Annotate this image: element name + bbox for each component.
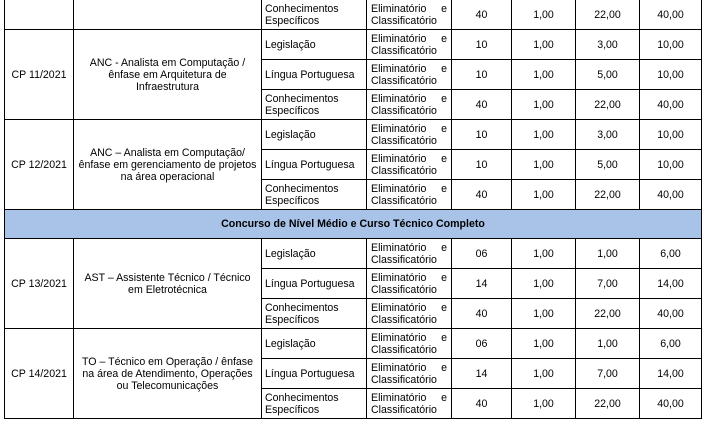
evaluation-type-cell [367,389,452,419]
questions-count-cell: 10 [452,150,512,180]
evaluation-type-cell [367,299,452,329]
table-row [5,0,702,30]
evaluation-type-eliminatory: Eliminatório [371,271,427,284]
minimum-score-cell: 22,00 [576,389,640,419]
position-cell [74,0,262,30]
table-row [5,30,702,60]
evaluation-type-cell [367,359,452,389]
minimum-score-cell: 7,00 [576,269,640,299]
question-weight-cell: 1,00 [512,389,576,419]
evaluation-type-classificatory: Classificatório [371,343,437,356]
position-cell: ANC – Analista em Computação/ ênfase em gerenciamento de projetos na área operacional [74,120,262,210]
discipline-cell: Legislação [262,329,367,359]
table-row [5,239,702,269]
minimum-score-cell: 1,00 [576,239,640,269]
evaluation-type-eliminatory: Eliminatório [371,241,427,254]
maximum-score-cell: 14,00 [640,269,702,299]
evaluation-type-line [371,93,447,105]
maximum-score-cell: 40,00 [640,180,702,210]
evaluation-type-eliminatory: Eliminatório [371,32,427,45]
discipline-cell: Conhecimentos Específicos [262,389,367,419]
question-weight-cell: 1,00 [512,90,576,120]
evaluation-type-connector: e [441,271,447,284]
minimum-score-cell: 1,00 [576,329,640,359]
questions-count-cell: 40 [452,0,512,30]
evaluation-type-line [371,183,447,195]
evaluation-type-eliminatory: Eliminatório [371,331,427,344]
questions-count-cell: 40 [452,180,512,210]
evaluation-type-connector: e [441,182,447,195]
evaluation-type-classificatory: Classificatório [371,253,437,266]
discipline-cell: Língua Portuguesa [262,269,367,299]
evaluation-type-classificatory: Classificatório [371,194,437,207]
evaluation-type-connector: e [441,2,447,15]
maximum-score-cell: 40,00 [640,389,702,419]
questions-count-cell: 10 [452,30,512,60]
evaluation-type-classificatory: Classificatório [371,313,437,326]
evaluation-type-cell [367,120,452,150]
evaluation-type-eliminatory: Eliminatório [371,301,427,314]
exam-code-cell: CP 13/2021 [5,239,74,329]
question-weight-cell: 1,00 [512,180,576,210]
evaluation-type-line [371,392,447,404]
evaluation-type-cell [367,180,452,210]
questions-count-cell: 10 [452,120,512,150]
evaluation-type-cell [367,90,452,120]
evaluation-type-classificatory: Classificatório [371,134,437,147]
maximum-score-cell: 40,00 [640,299,702,329]
minimum-score-cell: 22,00 [576,180,640,210]
evaluation-type-line [371,332,447,344]
question-weight-cell: 1,00 [512,359,576,389]
evaluation-type-classificatory: Classificatório [371,373,437,386]
questions-count-cell: 40 [452,389,512,419]
evaluation-type-cell [367,0,452,30]
maximum-score-cell: 10,00 [640,150,702,180]
minimum-score-cell: 22,00 [576,299,640,329]
exam-code-cell: CP 12/2021 [5,120,74,210]
evaluation-type-cell [367,150,452,180]
maximum-score-cell: 6,00 [640,329,702,359]
minimum-score-cell: 5,00 [576,150,640,180]
evaluation-type-line [371,302,447,314]
evaluation-type-connector: e [441,331,447,344]
evaluation-type-cell [367,329,452,359]
discipline-cell: Conhecimentos Específicos [262,0,367,30]
evaluation-type-eliminatory: Eliminatório [371,92,427,105]
evaluation-type-line [371,3,447,15]
question-weight-cell: 1,00 [512,30,576,60]
minimum-score-cell: 3,00 [576,30,640,60]
exam-code-cell: CP 14/2021 [5,329,74,419]
question-weight-cell: 1,00 [512,120,576,150]
evaluation-type-eliminatory: Eliminatório [371,391,427,404]
question-weight-cell: 1,00 [512,269,576,299]
questions-count-cell: 14 [452,359,512,389]
evaluation-type-cell [367,269,452,299]
evaluation-type-classificatory: Classificatório [371,164,437,177]
maximum-score-cell: 10,00 [640,120,702,150]
evaluation-type-eliminatory: Eliminatório [371,152,427,165]
evaluation-type-classificatory: Classificatório [371,403,437,416]
question-weight-cell: 1,00 [512,150,576,180]
maximum-score-cell: 6,00 [640,239,702,269]
evaluation-type-line [371,153,447,165]
evaluation-type-connector: e [441,391,447,404]
evaluation-type-cell [367,30,452,60]
discipline-cell: Língua Portuguesa [262,60,367,90]
evaluation-type-line [371,123,447,135]
evaluation-type-cell [367,60,452,90]
questions-count-cell: 40 [452,299,512,329]
evaluation-type-connector: e [441,361,447,374]
exam-table-body [5,0,702,419]
section-heading-row [5,210,702,239]
evaluation-type-classificatory: Classificatório [371,44,437,57]
questions-count-cell: 10 [452,60,512,90]
position-cell: ANC - Analista em Computação / ênfase em Arquitetura de Infraestrutura [74,30,262,120]
evaluation-type-eliminatory: Eliminatório [371,122,427,135]
questions-count-cell: 06 [452,239,512,269]
evaluation-type-eliminatory: Eliminatório [371,182,427,195]
questions-count-cell: 14 [452,269,512,299]
discipline-cell: Língua Portuguesa [262,150,367,180]
evaluation-type-classificatory: Classificatório [371,104,437,117]
maximum-score-cell: 40,00 [640,90,702,120]
position-cell: TO – Técnico em Operação / ênfase na área de Atendimento, Operações ou Telecomunicações [74,329,262,419]
evaluation-type-eliminatory: Eliminatório [371,361,427,374]
discipline-cell: Conhecimentos Específicos [262,299,367,329]
evaluation-type-eliminatory: Eliminatório [371,62,427,75]
section-heading: Concurso de Nível Médio e Curso Técnico Completo [5,210,702,239]
evaluation-type-connector: e [441,122,447,135]
evaluation-type-connector: e [441,32,447,45]
evaluation-type-line [371,63,447,75]
evaluation-type-eliminatory: Eliminatório [371,2,427,15]
maximum-score-cell: 10,00 [640,30,702,60]
exam-code-cell [5,0,74,30]
evaluation-type-classificatory: Classificatório [371,283,437,296]
maximum-score-cell: 10,00 [640,60,702,90]
evaluation-type-connector: e [441,301,447,314]
discipline-cell: Conhecimentos Específicos [262,90,367,120]
evaluation-type-connector: e [441,241,447,254]
evaluation-type-classificatory: Classificatório [371,14,437,27]
exam-code-cell: CP 11/2021 [5,30,74,120]
evaluation-type-line [371,33,447,45]
evaluation-type-line [371,362,447,374]
maximum-score-cell: 14,00 [640,359,702,389]
discipline-cell: Língua Portuguesa [262,359,367,389]
evaluation-type-connector: e [441,92,447,105]
evaluation-type-connector: e [441,62,447,75]
table-row [5,120,702,150]
evaluation-type-cell [367,239,452,269]
question-weight-cell: 1,00 [512,0,576,30]
evaluation-type-connector: e [441,152,447,165]
question-weight-cell: 1,00 [512,60,576,90]
questions-count-cell: 06 [452,329,512,359]
question-weight-cell: 1,00 [512,329,576,359]
discipline-cell: Legislação [262,239,367,269]
questions-count-cell: 40 [452,90,512,120]
discipline-cell: Conhecimentos Específicos [262,180,367,210]
minimum-score-cell: 5,00 [576,60,640,90]
minimum-score-cell: 3,00 [576,120,640,150]
table-row [5,329,702,359]
minimum-score-cell: 22,00 [576,0,640,30]
maximum-score-cell: 40,00 [640,0,702,30]
evaluation-type-classificatory: Classificatório [371,74,437,87]
discipline-cell: Legislação [262,30,367,60]
position-cell: AST – Assistente Técnico / Técnico em Eletrotécnica [74,239,262,329]
discipline-cell: Legislação [262,120,367,150]
question-weight-cell: 1,00 [512,299,576,329]
question-weight-cell: 1,00 [512,239,576,269]
evaluation-type-line [371,242,447,254]
minimum-score-cell: 7,00 [576,359,640,389]
evaluation-type-line [371,272,447,284]
minimum-score-cell: 22,00 [576,90,640,120]
exam-table [4,0,702,419]
